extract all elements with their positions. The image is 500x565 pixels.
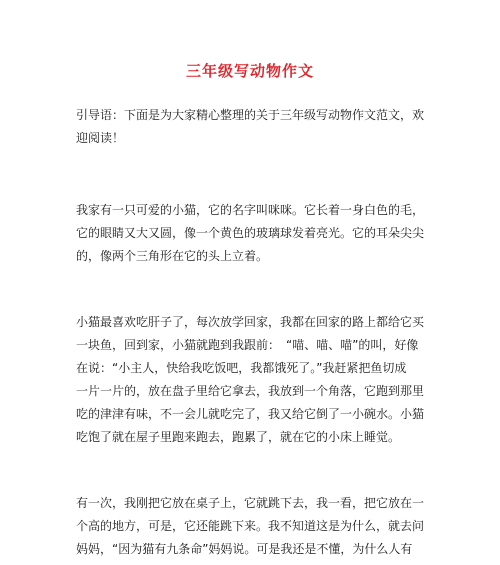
paragraph-line: 一块鱼，回到家，小猫就跑到我跟前： “喵、喵、喵”的叫，好像 [76, 338, 419, 352]
paragraph-line: 的，像两个三角形在它的头上立着。 [76, 249, 269, 263]
paragraph-line: 妈妈，“因为猫有九条命”妈妈说。可是我还是不懂，为什么人有 [76, 542, 413, 556]
intro-paragraph [76, 104, 426, 150]
paragraph-line: 引导语：下面是为大家精心整理的关于三年级写动物作文范文，欢 [76, 108, 425, 122]
paragraph-line: 小猫最喜欢吃肝子了，每次放学回家，我都在回家的路上都给它买 [76, 315, 425, 329]
paragraph-line: 个高的地方，可是，它还能跳下来。我不知道这是为什么，就去问 [76, 519, 425, 533]
paragraph-line: 我家有一只可爱的小猫，它的名字叫咪咪。它长着一身白色的毛， [76, 203, 425, 217]
body-paragraph-2 [76, 311, 426, 449]
paragraph-line: 一片一片的，放在盘子里给它拿去，我放到一个角落，它跑到那里 [76, 384, 425, 398]
body-paragraph-1 [76, 199, 426, 268]
paragraph-line: 吃的津津有味，不一会儿就吃完了，我又给它倒了一小碗水。小猫 [76, 407, 425, 421]
paragraph-line: 有一次，我刚把它放在桌子上，它就跳下去，我一看，把它放在一 [76, 496, 425, 510]
paragraph-line: 它的眼睛又大又圆，像一个黄色的玻璃球发着亮光。它的耳朵尖尖 [76, 226, 425, 240]
body-paragraph-3 [76, 492, 426, 561]
document-title: 三年级写动物作文 [185, 62, 314, 80]
paragraph-line: 在说：“小主人，快给我吃饭吧，我都饿死了。”我赶紧把鱼切成 [76, 361, 407, 375]
paragraph-line: 吃饱了就在屋子里跑来跑去，跑累了，就在它的小床上睡觉。 [76, 430, 401, 444]
paragraph-line: 迎阅读！ [76, 131, 125, 145]
